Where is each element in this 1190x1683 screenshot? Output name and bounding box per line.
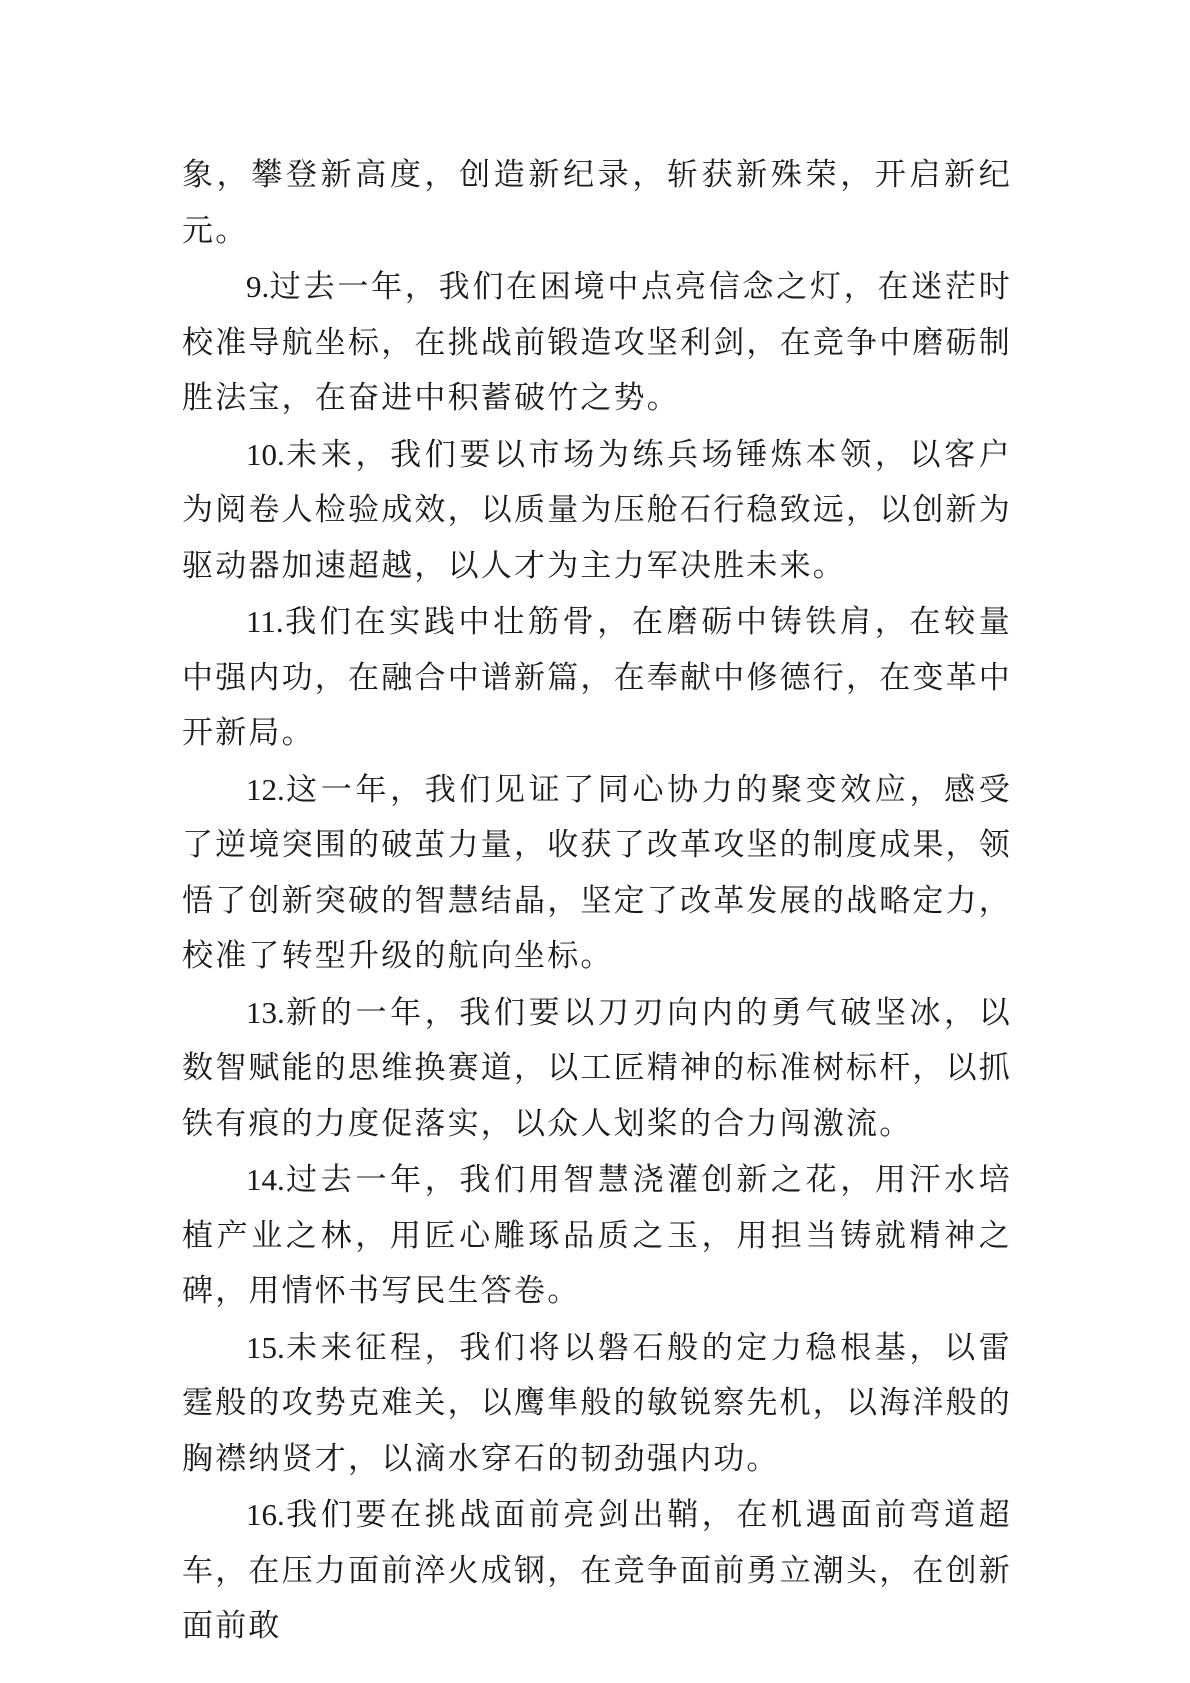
paragraph-text: 未来，我们要以市场为练兵场锤炼本领，以客户为阅卷人检验成效，以质量为压舱石行稳致远，以创新为驱动器加速超越，以人才为主力军决胜未来。 [182, 436, 1012, 584]
paragraph-continuation [182, 148, 1012, 259]
paragraph-text: 新的一年，我们要以刀刃向内的勇气破坚冰，以数智赋能的思维换赛道，以工匠精神的标准树标杆，以抓铁有痕的力度促落实，以众人划桨的合力闯激流。 [182, 994, 1012, 1142]
paragraph-text: 过去一年，我们在困境中点亮信念之灯，在迷茫时校准导航坐标，在挑战前锻造攻坚利剑，在竞争中磨砺制胜法宝，在奋进中积蓄破竹之势。 [182, 269, 1012, 416]
paragraph-11 [182, 594, 1012, 762]
paragraph-10 [182, 427, 1012, 595]
paragraph-number: 11. [246, 604, 284, 639]
paragraph-text: 我们在实践中壮筋骨，在磨砺中铸铁肩，在较量中强内功，在融合中谱新篇，在奉献中修德行，在变革中开新局。 [182, 604, 1012, 751]
paragraph-number: 9. [246, 269, 270, 304]
document-body [182, 148, 1012, 1655]
paragraph-16 [182, 1487, 1012, 1655]
paragraph-number: 13. [246, 994, 285, 1030]
paragraph-number: 12. [246, 771, 285, 807]
paragraph-13 [182, 985, 1012, 1153]
paragraph-text: 我们要在挑战面前亮剑出鞘，在机遇面前弯道超车，在压力面前淬火成钢，在竞争面前勇立潮头，在创新面前敢 [182, 1497, 1012, 1644]
paragraph-number: 16. [246, 1497, 285, 1532]
paragraph-number: 14. [246, 1162, 285, 1197]
paragraph-text: 未来征程，我们将以磐石般的定力稳根基，以雷霆般的攻势克难关，以鹰隼般的敏锐察先机，以海洋般的胸襟纳贤才，以滴水穿石的韧劲强内功。 [182, 1329, 1012, 1477]
paragraph-number: 15. [246, 1329, 285, 1365]
paragraph-text: 过去一年，我们用智慧浇灌创新之花，用汗水培植产业之林，用匠心雕琢品质之玉，用担当铸就精神之碑，用情怀书写民生答卷。 [182, 1162, 1012, 1309]
paragraph-text: 象，攀登新高度，创造新纪录，斩获新殊荣，开启新纪元。 [182, 157, 1012, 249]
paragraph-12 [182, 762, 1012, 985]
paragraph-number: 10. [246, 436, 285, 472]
paragraph-14 [182, 1152, 1012, 1320]
paragraph-15 [182, 1320, 1012, 1488]
paragraph-9 [182, 259, 1012, 427]
paragraph-text: 这一年，我们见证了同心协力的聚变效应，感受了逆境突围的破茧力量，收获了改革攻坚的制度成果，领悟了创新突破的智慧结晶，坚定了改革发展的战略定力，校准了转型升级的航向坐标。 [182, 771, 1012, 974]
